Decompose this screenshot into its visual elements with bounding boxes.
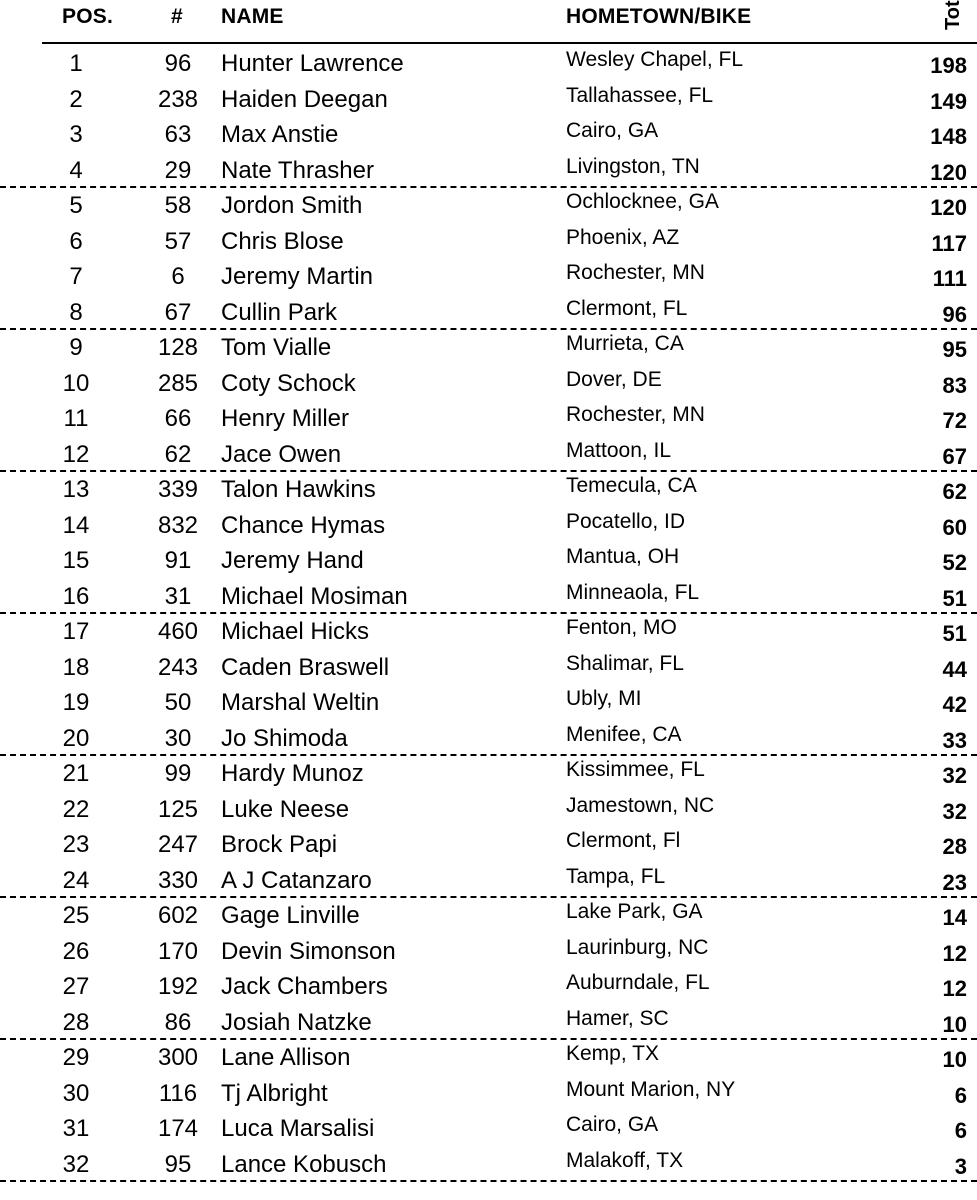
- position-cell: 13: [62, 476, 90, 503]
- table-row: [0, 934, 977, 970]
- bike-number-cell: 460: [157, 618, 199, 645]
- total-points-cell: 32: [942, 763, 967, 788]
- position-cell: 25: [62, 902, 90, 929]
- rider-name-cell: Nate Thrasher: [221, 156, 374, 184]
- bike-number-cell: 125: [157, 795, 199, 823]
- table-row: [0, 437, 977, 473]
- bike-number-cell: 31: [164, 582, 192, 610]
- hometown-cell: Laurinburg, NC: [566, 935, 709, 959]
- hometown-cell: Pocatello, ID: [566, 509, 686, 533]
- hometown-cell: Murrieta, CA: [566, 332, 684, 355]
- rider-name-cell: Lance Kobusch: [221, 1150, 387, 1178]
- total-points-cell: 120: [930, 159, 967, 185]
- table-row: [0, 366, 977, 402]
- hometown-cell: Mount Marion, NY: [566, 1077, 736, 1101]
- hometown-cell: Mantua, OH: [566, 545, 680, 568]
- total-points-cell: 3: [954, 1153, 967, 1179]
- table-row: [0, 543, 977, 579]
- hometown-cell: Tallahassee, FL: [566, 83, 714, 107]
- rider-name-cell: Luca Marsalisi: [221, 1115, 375, 1142]
- total-points-cell: 51: [942, 621, 967, 646]
- table-row: [0, 1076, 977, 1112]
- rider-name-cell: Jeremy Hand: [221, 547, 364, 574]
- total-points-cell: 83: [942, 372, 967, 398]
- position-cell: 10: [62, 369, 90, 397]
- position-cell: 19: [62, 689, 90, 716]
- table-row: [0, 721, 977, 757]
- position-cell: 16: [62, 582, 90, 610]
- rider-name-cell: Luke Neese: [221, 795, 350, 823]
- bike-number-cell: 602: [157, 902, 199, 929]
- hometown-cell: Kissimmee, FL: [566, 758, 705, 781]
- hometown-cell: Shalimar, FL: [566, 651, 684, 675]
- rider-name-cell: Henry Miller: [221, 405, 350, 432]
- table-row: [0, 117, 977, 153]
- rider-name-cell: Devin Simonson: [221, 937, 396, 965]
- hometown-cell: Clermont, Fl: [566, 829, 681, 852]
- position-cell: 30: [62, 1079, 90, 1107]
- total-points-cell: 6: [954, 1118, 967, 1143]
- table-row: [0, 295, 977, 331]
- table-row: [0, 1111, 977, 1147]
- position-cell: 9: [69, 334, 83, 361]
- hometown-cell: Cairo, GA: [566, 119, 659, 142]
- rider-name-cell: Chris Blose: [221, 227, 344, 255]
- total-points-cell: 12: [942, 940, 967, 966]
- bike-number-cell: 50: [164, 689, 192, 716]
- bike-number-cell: 285: [157, 369, 199, 397]
- bike-number-cell: 170: [157, 937, 199, 965]
- header-pos: POS.: [62, 5, 113, 28]
- table-row: [0, 898, 977, 934]
- rider-name-cell: Haiden Deegan: [221, 85, 388, 113]
- bike-number-cell: 91: [164, 547, 192, 574]
- bike-number-cell: 63: [164, 121, 192, 148]
- total-points-cell: 72: [942, 408, 967, 433]
- table-row: [0, 756, 977, 792]
- hometown-cell: Menifee, CA: [566, 722, 682, 746]
- table-row: [0, 46, 977, 82]
- table-row: [0, 685, 977, 721]
- table-row: [0, 259, 977, 295]
- position-cell: 32: [62, 1150, 90, 1178]
- position-cell: 21: [62, 760, 90, 787]
- rider-name-cell: Hardy Munoz: [221, 760, 364, 787]
- position-cell: 5: [69, 192, 83, 219]
- bike-number-cell: 6: [171, 263, 185, 290]
- hometown-cell: Ochlocknee, GA: [566, 190, 719, 213]
- rider-name-cell: Tj Albright: [221, 1079, 328, 1107]
- bike-number-cell: 86: [164, 1008, 192, 1036]
- rider-name-cell: Josiah Natzke: [221, 1008, 372, 1036]
- bike-number-cell: 30: [164, 724, 192, 752]
- header-divider: [42, 42, 977, 44]
- rider-name-cell: Marshal Weltin: [221, 689, 380, 716]
- position-cell: 28: [62, 1008, 90, 1036]
- bike-number-cell: 247: [157, 831, 199, 858]
- bike-number-cell: 67: [164, 298, 192, 326]
- bike-number-cell: 192: [157, 973, 199, 1000]
- total-points-cell: 6: [954, 1082, 967, 1108]
- position-cell: 20: [62, 724, 90, 752]
- position-cell: 14: [62, 511, 90, 539]
- position-cell: 1: [69, 50, 83, 77]
- rider-name-cell: Cullin Park: [221, 298, 338, 326]
- bike-number-cell: 832: [157, 511, 199, 539]
- position-cell: 24: [62, 866, 90, 894]
- total-points-cell: 95: [942, 337, 967, 362]
- hometown-cell: Tampa, FL: [566, 864, 666, 888]
- total-points-cell: 10: [942, 1047, 967, 1072]
- rider-name-cell: Brock Papi: [221, 831, 338, 858]
- table-row: [0, 401, 977, 437]
- hometown-cell: Jamestown, NC: [566, 793, 715, 817]
- position-cell: 17: [62, 618, 90, 645]
- total-points-cell: 32: [942, 798, 967, 824]
- bike-number-cell: 62: [164, 440, 192, 468]
- hometown-cell: Dover, DE: [566, 367, 662, 391]
- rider-name-cell: Michael Mosiman: [221, 582, 408, 610]
- total-points-cell: 198: [930, 53, 967, 78]
- position-cell: 11: [63, 405, 89, 432]
- total-points-cell: 67: [942, 443, 967, 469]
- hometown-cell: Hamer, SC: [566, 1006, 669, 1030]
- hometown-cell: Mattoon, IL: [566, 438, 672, 462]
- rider-name-cell: Jo Shimoda: [221, 724, 348, 752]
- rider-name-cell: Talon Hawkins: [221, 476, 376, 503]
- hometown-cell: Cairo, GA: [566, 1113, 659, 1136]
- position-cell: 31: [62, 1115, 90, 1142]
- position-cell: 15: [62, 547, 90, 574]
- rider-name-cell: Chance Hymas: [221, 511, 386, 539]
- hometown-cell: Fenton, MO: [566, 616, 677, 639]
- bike-number-cell: 330: [157, 866, 199, 894]
- hometown-cell: Kemp, TX: [566, 1042, 659, 1065]
- position-cell: 3: [69, 121, 83, 148]
- position-cell: 18: [62, 653, 90, 681]
- total-points-cell: 96: [942, 301, 967, 327]
- position-cell: 2: [69, 85, 83, 113]
- position-cell: 6: [69, 227, 83, 255]
- header-hometown: HOMETOWN/BIKE: [566, 5, 752, 28]
- table-row: [0, 330, 977, 366]
- total-points-cell: 14: [942, 905, 967, 930]
- table-row: [0, 224, 977, 260]
- position-cell: 29: [62, 1044, 90, 1071]
- bike-number-cell: 99: [164, 760, 192, 787]
- header-name: NAME: [221, 5, 284, 28]
- hometown-cell: Temecula, CA: [566, 474, 697, 497]
- bike-number-cell: 95: [164, 1150, 192, 1178]
- position-cell: 8: [69, 298, 83, 326]
- table-row: [0, 614, 977, 650]
- rider-name-cell: Max Anstie: [221, 121, 339, 148]
- rider-name-cell: Tom Vialle: [221, 334, 332, 361]
- rider-name-cell: Gage Linville: [221, 902, 360, 929]
- table-row: [0, 1005, 977, 1041]
- total-points-cell: 117: [931, 230, 967, 256]
- rider-name-cell: Jace Owen: [221, 440, 342, 468]
- bike-number-cell: 66: [164, 405, 192, 432]
- total-points-cell: 148: [930, 124, 967, 149]
- position-cell: 22: [62, 795, 90, 823]
- position-cell: 12: [62, 440, 90, 468]
- position-cell: 23: [62, 831, 90, 858]
- standings-table: [0, 46, 977, 1182]
- table-row: [0, 969, 977, 1005]
- total-points-cell: 42: [942, 692, 967, 717]
- total-points-cell: 51: [942, 585, 967, 611]
- hometown-cell: Clermont, FL: [566, 296, 688, 320]
- bike-number-cell: 96: [164, 50, 192, 77]
- total-points-cell: 10: [942, 1011, 967, 1037]
- total-points-cell: 44: [942, 656, 967, 682]
- bike-number-cell: 128: [157, 334, 199, 361]
- hometown-cell: Malakoff, TX: [566, 1148, 684, 1172]
- bike-number-cell: 243: [157, 653, 199, 681]
- total-points-cell: 60: [942, 514, 967, 540]
- position-cell: 26: [62, 937, 90, 965]
- table-row: [0, 508, 977, 544]
- total-points-cell: 28: [942, 834, 967, 859]
- table-row: [0, 472, 977, 508]
- table-row: [0, 827, 977, 863]
- total-points-cell: 149: [930, 88, 967, 114]
- table-row: [0, 82, 977, 118]
- position-cell: 7: [69, 263, 83, 290]
- table-row: [0, 579, 977, 615]
- hometown-cell: Auburndale, FL: [566, 971, 710, 994]
- bike-number-cell: 29: [164, 156, 192, 184]
- table-row: [0, 1040, 977, 1076]
- hometown-cell: Rochester, MN: [566, 403, 705, 426]
- hometown-cell: Wesley Chapel, FL: [566, 48, 744, 71]
- hometown-cell: Livingston, TN: [566, 154, 700, 178]
- bike-number-cell: 57: [164, 227, 192, 255]
- table-row: [0, 650, 977, 686]
- total-points-cell: 52: [942, 550, 967, 575]
- total-points-cell: 120: [930, 195, 967, 220]
- bike-number-cell: 238: [157, 85, 199, 113]
- header-number: #: [171, 5, 183, 28]
- rider-name-cell: Hunter Lawrence: [221, 50, 404, 77]
- table-row: [0, 153, 977, 189]
- rider-name-cell: Coty Schock: [221, 369, 356, 397]
- table-row: [0, 1147, 977, 1183]
- bike-number-cell: 339: [157, 476, 199, 503]
- hometown-cell: Minneaola, FL: [566, 580, 700, 604]
- hometown-cell: Lake Park, GA: [566, 900, 703, 923]
- rider-name-cell: Michael Hicks: [221, 618, 370, 645]
- bike-number-cell: 58: [164, 192, 192, 219]
- rider-name-cell: Jordon Smith: [221, 192, 363, 219]
- rider-name-cell: Jack Chambers: [221, 973, 388, 1000]
- position-cell: 27: [62, 973, 90, 1000]
- rider-name-cell: Jeremy Martin: [221, 263, 374, 290]
- table-header: [0, 0, 977, 44]
- table-row: [0, 863, 977, 899]
- total-points-cell: 62: [942, 479, 967, 504]
- header-total: Tot: [942, 0, 964, 30]
- hometown-cell: Phoenix, AZ: [566, 225, 680, 249]
- hometown-cell: Ubly, MI: [566, 687, 642, 710]
- total-points-cell: 23: [942, 869, 967, 895]
- position-cell: 4: [69, 156, 83, 184]
- rider-name-cell: A J Catanzaro: [221, 866, 372, 894]
- total-points-cell: 33: [942, 727, 967, 753]
- bike-number-cell: 116: [158, 1079, 198, 1107]
- bike-number-cell: 300: [157, 1044, 199, 1071]
- rider-name-cell: Lane Allison: [221, 1044, 351, 1071]
- total-points-cell: 111: [932, 266, 967, 291]
- rider-name-cell: Caden Braswell: [221, 653, 390, 681]
- table-row: [0, 188, 977, 224]
- hometown-cell: Rochester, MN: [566, 261, 705, 284]
- table-row: [0, 792, 977, 828]
- total-points-cell: 12: [942, 976, 967, 1001]
- bike-number-cell: 174: [157, 1115, 199, 1142]
